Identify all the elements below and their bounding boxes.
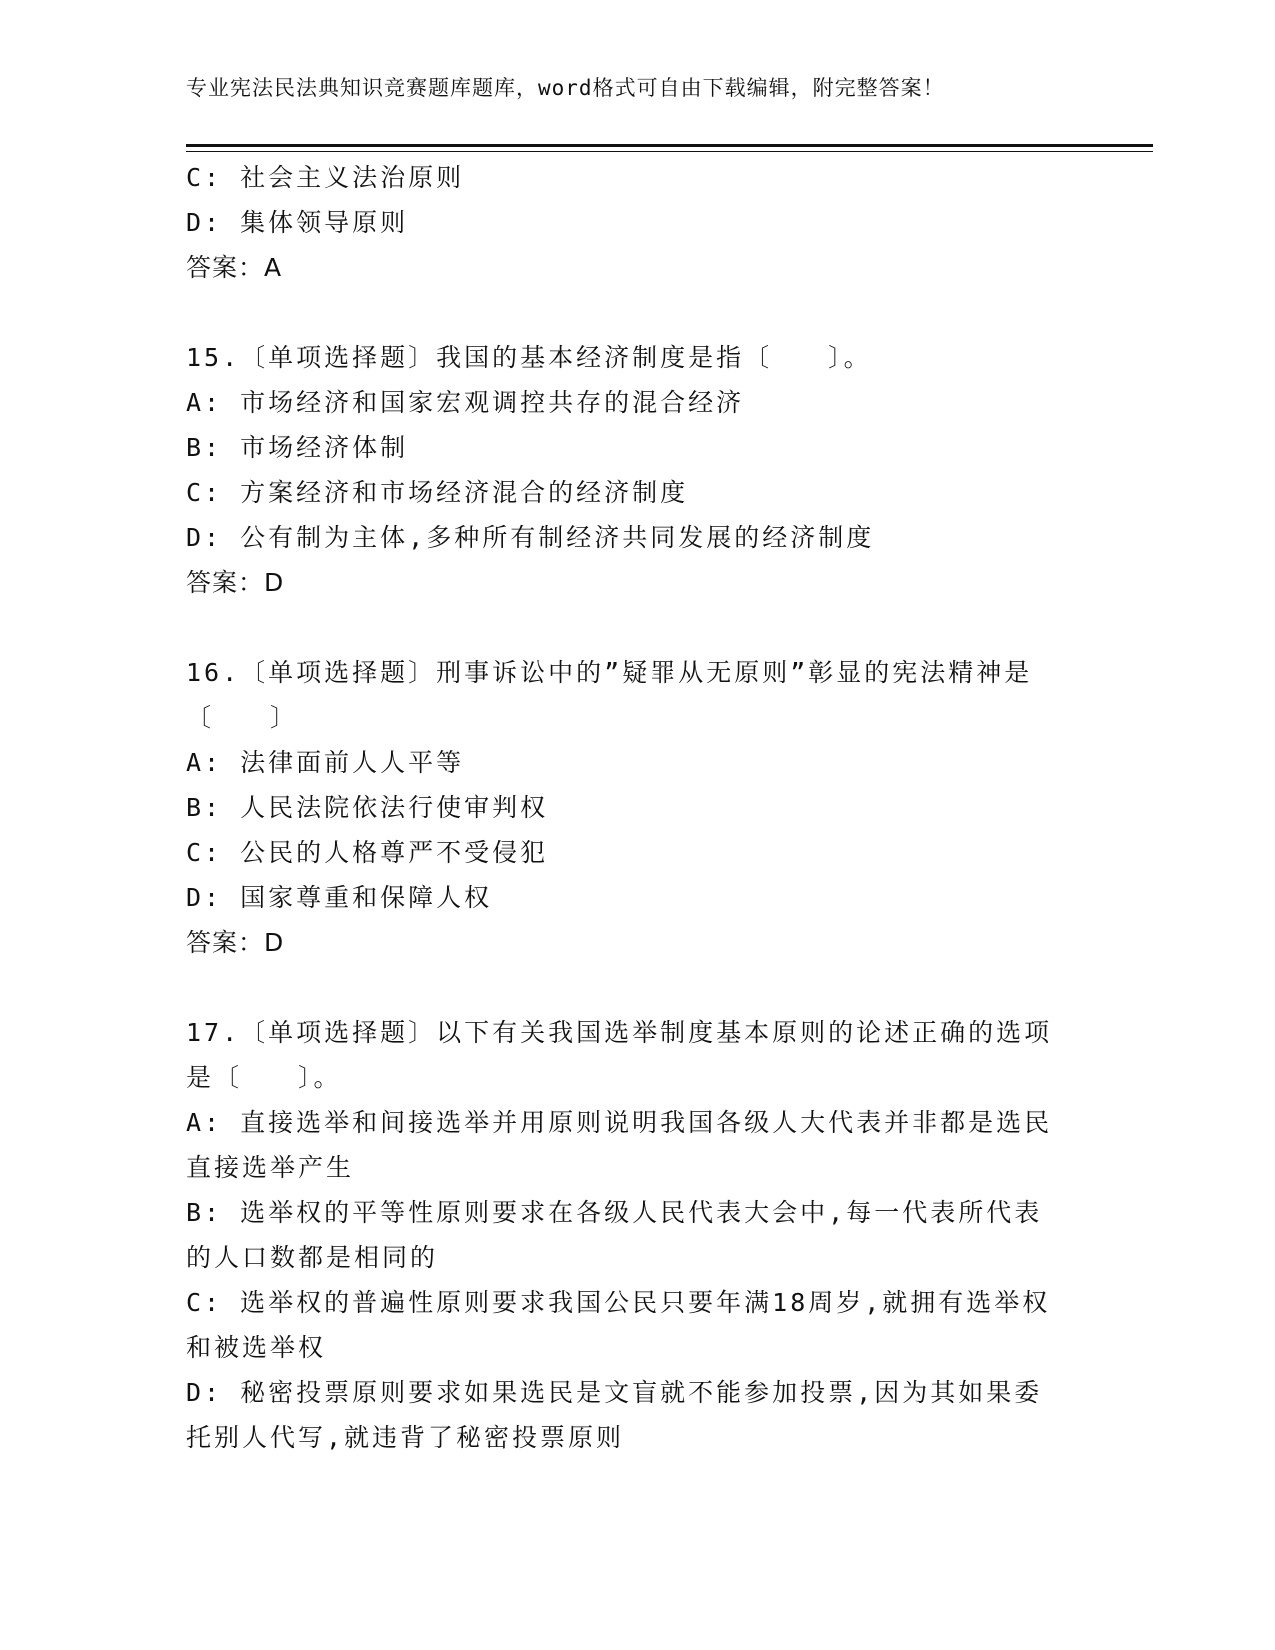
option-b-line-2: 的人口数都是相同的 <box>186 1243 439 1272</box>
option-a-line-2: 直接选举产生 <box>186 1153 355 1182</box>
question-stem: 15.〔单项选择题〕我国的基本经济制度是指〔 〕。 <box>186 343 872 372</box>
question-16 <box>186 650 1086 965</box>
option-b: B: 人民法院依法行使审判权 <box>186 793 549 822</box>
option-c: C: 公民的人格尊严不受侵犯 <box>186 838 549 867</box>
spacer <box>186 290 1086 335</box>
option-d: D: 公有制为主体,多种所有制经济共同发展的经济制度 <box>186 523 875 552</box>
spacer <box>186 965 1086 1010</box>
option-c-line-2: 和被选举权 <box>186 1333 327 1362</box>
header-rule-thick <box>186 144 1153 147</box>
option-d-line-2: 托别人代写,就违背了秘密投票原则 <box>186 1423 625 1452</box>
spacer <box>186 605 1086 650</box>
option-a: A: 法律面前人人平等 <box>186 748 465 777</box>
question-15 <box>186 335 1086 605</box>
document-body <box>186 155 1086 1460</box>
option-a: A: 市场经济和国家宏观调控共存的混合经济 <box>186 388 745 417</box>
answer-line: 答案：A <box>186 253 283 282</box>
option-d: D: 集体领导原则 <box>186 208 409 237</box>
question-stem-line-1: 16.〔单项选择题〕刑事诉讼中的”疑罪从无原则”彰显的宪法精神是 <box>186 658 1033 687</box>
answer-line: 答案：D <box>186 568 285 597</box>
option-c: C: 社会主义法治原则 <box>186 163 465 192</box>
answer-line: 答案：D <box>186 928 285 957</box>
option-a-line-1: A: 直接选举和间接选举并用原则说明我国各级人大代表并非都是选民 <box>186 1108 1053 1137</box>
question-stem-line-2: 是〔 〕。 <box>186 1063 342 1092</box>
question-stem-line-2: 〔 〕 <box>186 703 299 732</box>
previous-question-tail <box>186 155 1086 290</box>
page-header: 专业宪法民法典知识竞赛题库题库，word格式可自由下载编辑，附完整答案！ <box>186 76 945 100</box>
option-c-line-1: C: 选举权的普遍性原则要求我国公民只要年满18周岁,就拥有选举权 <box>186 1288 1051 1317</box>
question-17 <box>186 1010 1086 1460</box>
option-d-line-1: D: 秘密投票原则要求如果选民是文盲就不能参加投票,因为其如果委 <box>186 1378 1043 1407</box>
option-c: C: 方案经济和市场经济混合的经济制度 <box>186 478 689 507</box>
option-b: B: 市场经济体制 <box>186 433 409 462</box>
header-rule-thin <box>186 151 1153 152</box>
option-b-line-1: B: 选举权的平等性原则要求在各级人民代表大会中,每一代表所代表 <box>186 1198 1043 1227</box>
option-d: D: 国家尊重和保障人权 <box>186 883 493 912</box>
question-stem-line-1: 17.〔单项选择题〕以下有关我国选举制度基本原则的论述正确的选项 <box>186 1018 1053 1047</box>
